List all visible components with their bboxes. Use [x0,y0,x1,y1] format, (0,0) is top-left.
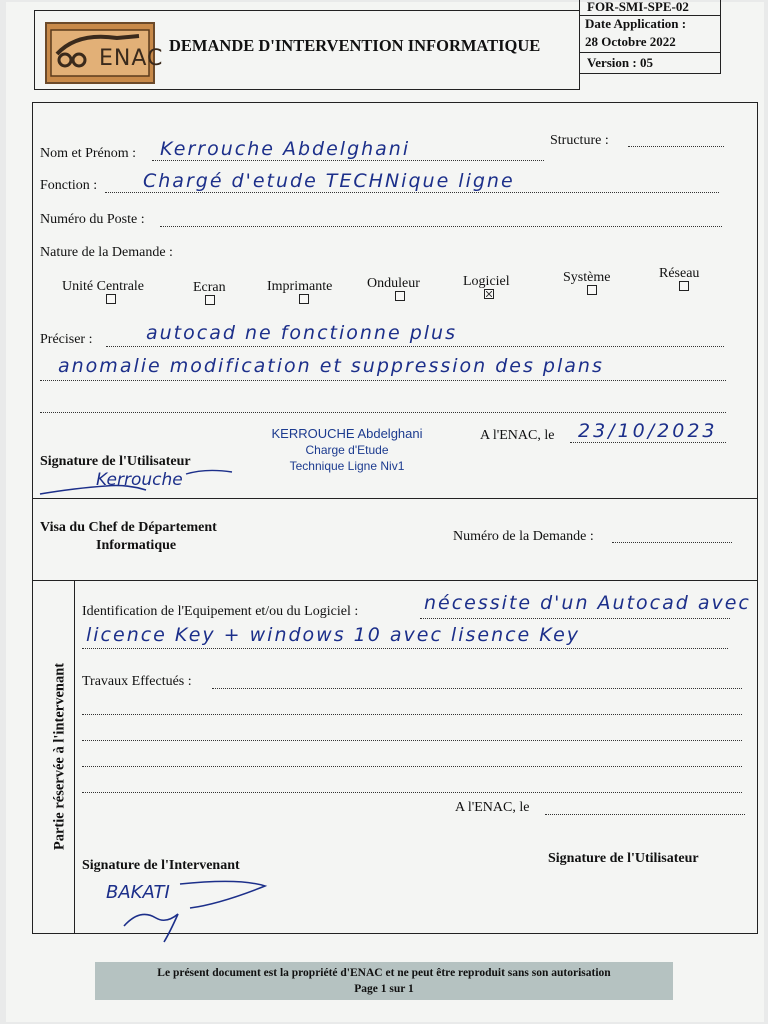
intervenant-side-divider [74,580,75,934]
option-label: Onduleur [367,276,420,291]
travaux-line-1[interactable] [212,688,742,689]
checkbox[interactable] [106,294,116,304]
numero-poste-line[interactable] [160,226,722,227]
option-label: Logiciel [463,274,510,289]
travaux-line-3[interactable] [82,740,742,741]
stamp-level: Technique Ligne Niv1 [289,459,405,473]
nature-demande-label: Nature de la Demande : [40,245,173,260]
intervenant-signature [100,874,280,944]
checkbox[interactable] [395,291,405,301]
option-label: Unité Centrale [62,279,145,294]
stamp-name: KERROUCHE Abdelghani [271,426,423,441]
nom-prenom-value[interactable]: Kerrouche Abdelghani [160,138,411,160]
footer-banner [95,962,673,1000]
preciser-label: Préciser : [40,332,93,347]
option-label: Ecran [193,280,226,295]
footer-ownership-notice: Le présent document est la propriété d'ENAC et ne peut être reproduit sans son autorisation [157,967,611,979]
section-divider-intervenant [32,580,758,581]
option-label: Imprimante [267,279,333,294]
form-reference: FOR-SMI-SPE-02 [587,0,689,14]
preciser-line-1 [106,346,724,347]
user-stamp [252,426,442,474]
intervenant-side-label: Partie réservée à l'intervenant [51,662,68,851]
preciser-value-2[interactable]: anomalie modification et suppression des plans [58,355,604,377]
nom-prenom-label: Nom et Prénom : [40,146,137,161]
structure-label: Structure : [550,133,609,148]
enac-logo [45,22,164,84]
user-signature [36,464,236,504]
travaux-line-2[interactable] [82,714,742,715]
travaux-effectues-label: Travaux Effectués : [82,674,192,689]
nom-prenom-line [152,160,544,161]
identification-line-1 [420,618,730,619]
signature-utilisateur-label-2: Signature de l'Utilisateur [548,851,699,866]
enac-logo-text: ENAC [99,46,164,71]
option-label: Réseau [659,266,700,281]
travaux-line-4[interactable] [82,766,742,767]
identification-value-1[interactable]: nécessite d'un Autocad avec [424,592,751,614]
structure-line[interactable] [628,146,724,147]
intervenant-signature-text: BAKATI [106,882,170,903]
form-version: Version : 05 [587,55,653,70]
identification-label: Identification de l'Equipement et/ou du Logiciel : [82,604,359,619]
signature-utilisateur-label: Signature de l'Utilisateur [40,454,191,469]
checkbox[interactable] [587,285,597,295]
visa-chef-label-2: Informatique [96,538,177,553]
option-label: Système [563,270,611,285]
identification-line-2 [82,648,728,649]
user-signature-text: Kerrouche [96,470,183,490]
signature-intervenant-label: Signature de l'Intervenant [82,858,240,873]
fonction-line [105,192,719,193]
travaux-line-5[interactable] [82,792,742,793]
fonction-value[interactable]: Chargé d'etude TECHNique ligne [143,170,515,192]
request-date-value[interactable]: 23/10/2023 [578,420,718,442]
preciser-value-1[interactable]: autocad ne fonctionne plus [146,322,457,344]
intervention-date-label: A l'ENAC, le [455,800,530,815]
checkbox[interactable] [205,295,215,305]
form-title: DEMANDE D'INTERVENTION INFORMATIQUE [169,36,541,55]
numero-demande-label: Numéro de la Demande : [453,529,594,544]
header-ref-divider-2 [579,52,721,53]
numero-poste-label: Numéro du Poste : [40,212,145,227]
preciser-line-2 [40,380,726,381]
intervention-date-line[interactable] [545,814,745,815]
preciser-line-3[interactable] [40,412,726,413]
visa-chef-label-1: Visa du Chef de Département [40,520,217,535]
application-date-value: 28 Octobre 2022 [585,34,676,49]
lieu-date-line [570,442,726,443]
checkbox[interactable] [679,281,689,291]
footer-page-number: Page 1 sur 1 [354,983,414,995]
numero-demande-line[interactable] [612,542,732,543]
application-date-label: Date Application : [585,16,687,31]
identification-value-2[interactable]: licence Key + windows 10 avec lisence Key [86,624,581,646]
checkbox[interactable] [299,294,309,304]
checkbox-checked[interactable] [484,289,494,299]
stamp-role: Charge d'Etude [305,443,389,457]
fonction-label: Fonction : [40,178,98,193]
lieu-date-label: A l'ENAC, le [480,428,555,443]
